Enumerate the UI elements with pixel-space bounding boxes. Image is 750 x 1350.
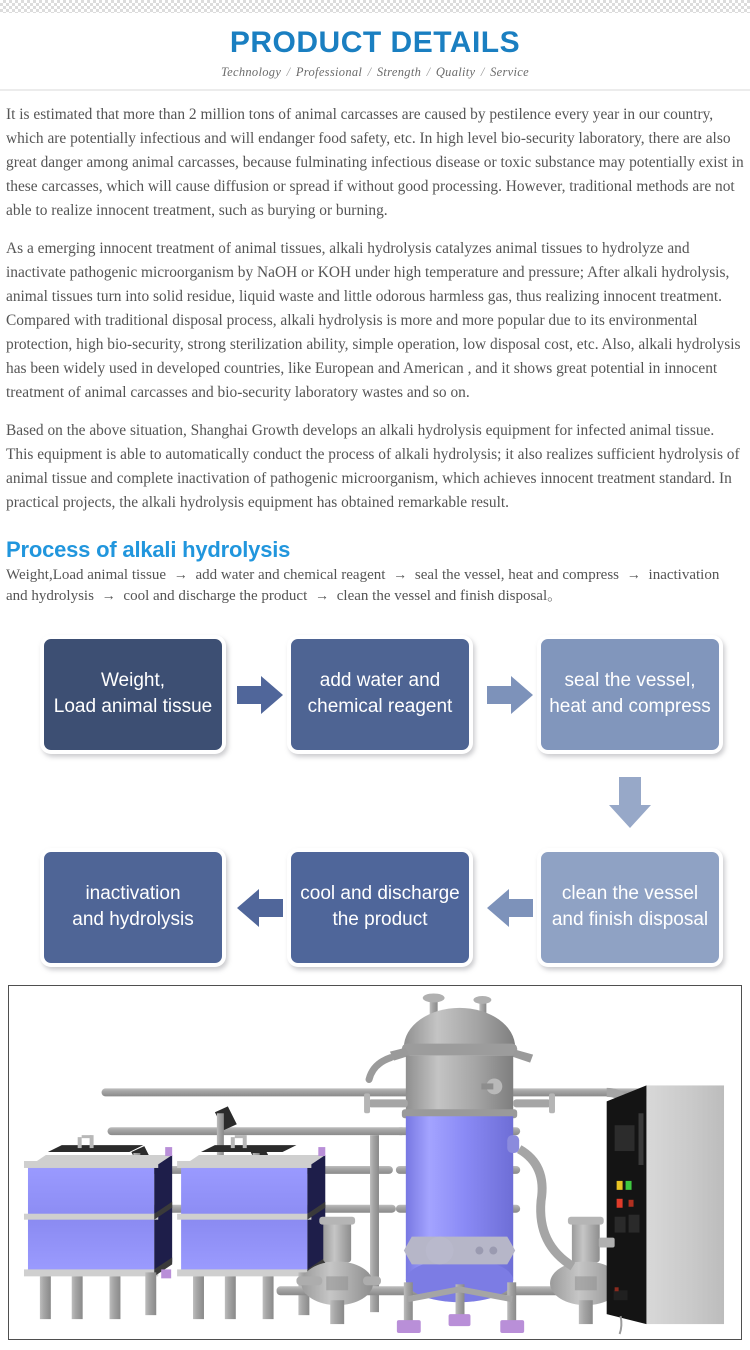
flow-arrow-left-2-icon	[487, 887, 533, 929]
page-header	[0, 13, 750, 91]
process-step-6: clean the vessel and finish disposal。	[336, 587, 563, 604]
subtitle-separator: /	[367, 64, 372, 79]
process-step-1: Weight,Load animal tissue	[6, 566, 167, 583]
led-red-icon	[617, 1198, 623, 1207]
subtitle-item-professional: Professional	[295, 64, 363, 79]
equipment-svg	[9, 986, 741, 1339]
flow-box-line2: and hydrolysis	[72, 909, 194, 931]
flow-box-inactivation	[40, 848, 226, 967]
process-step-5: cool and discharge the product	[123, 587, 308, 604]
subtitle-item-strength: Strength	[376, 64, 422, 79]
arrow-right-icon: →	[101, 588, 116, 604]
arrow-right-icon: →	[393, 567, 408, 583]
flow-box-line1: seal the vessel,	[564, 670, 696, 692]
subtitle-item-technology: Technology	[221, 64, 282, 79]
equipment-diagram-image	[8, 985, 742, 1340]
flow-box-clean-vessel	[537, 848, 723, 967]
main-reactor-vessel	[364, 993, 573, 1333]
flow-box-line1: inactivation	[85, 883, 181, 905]
led-red-dim-icon	[629, 1199, 634, 1206]
process-step-2: add water and chemical reagent	[195, 566, 386, 583]
flow-arrow-left-1-icon	[237, 887, 283, 929]
storage-tank-1	[24, 1135, 172, 1319]
flow-box-line1: add water and	[319, 670, 441, 692]
process-flowchart	[0, 619, 750, 977]
flow-arrow-right-2-icon	[487, 674, 533, 716]
paragraph-equipment: Based on the above situation, Shanghai Growth develops an alkali hydrolysis equipment for infected animal tissue. This equipment is able to automatically conduct the process of alkali hydrolysis; it also realizes sufficient hydrolysis of animal tissue and complete inactivation of pathogenic microorganism, which achieves innocent treatment standard. In practical projects, the alkali hydrolysis equipment has obtained remarkable result.	[6, 421, 740, 511]
flow-arrow-right-1-icon	[237, 674, 283, 716]
process-step-4: inactivation and hydrolysis	[6, 566, 720, 604]
process-step-3: seal the vessel, heat and compress	[414, 566, 620, 583]
flow-box-weight-load	[40, 635, 226, 754]
subtitle-separator: /	[426, 64, 431, 79]
flow-arrow-down-icon	[608, 777, 652, 829]
top-hatch-decoration	[0, 0, 750, 13]
subtitle-item-quality: Quality	[435, 64, 476, 79]
flow-box-line1: clean the vessel	[561, 883, 699, 905]
flow-box-line2: the product	[332, 909, 428, 931]
subtitle-separator: /	[286, 64, 291, 79]
flow-box-line2: and finish disposal	[551, 909, 709, 931]
arrow-right-icon: →	[173, 567, 188, 583]
paragraph-alkali-hydrolysis: As a emerging innocent treatment of animal tissues, alkali hydrolysis catalyzes animal tissues to hydrolyze and inactivate pathogenic microorganism by NaOH or KOH under high temperature and pressure; After alkali hydrolysis, animal tissues turn into solid residue, liquid waste and little odorous harmless gas, thus realizing innocent treatment. Compared with traditional disposal process, alkali hydrolysis is more and more popular due to its environmental protection, high bio-security, strong sterilization ability, simple operation, low disposal cost, etc. Also, alkali hydrolysis has been widely used in developed countries, like European and American , and it shows great potential in innocent treatment of animal carcasses and bio-security laboratory wastes and so on.	[6, 239, 741, 401]
arrow-right-icon: →	[315, 588, 330, 604]
led-green-icon	[626, 1180, 632, 1189]
page-title: PRODUCT DETAILS	[229, 26, 521, 59]
flow-box-add-water	[287, 635, 473, 754]
control-cabinet	[599, 1085, 724, 1334]
subtitle-item-service: Service	[490, 64, 529, 79]
subtitle-separator: /	[480, 64, 485, 79]
page-subtitle	[0, 65, 750, 80]
led-yellow-icon	[617, 1180, 623, 1189]
process-steps-text	[6, 565, 744, 607]
flow-box-line2: Load animal tissue	[53, 696, 213, 718]
flow-box-cool-discharge	[287, 848, 473, 967]
article-content	[0, 103, 750, 607]
paragraph-intro: It is estimated that more than 2 million tons of animal carcasses are caused by pestilence every year in our country, which are potentially infectious and will endanger food safety, etc. In high level bio-security laboratory, there are also great danger among animal carcasses, because fulminating infectious disease or toxic substance may potentially exist in these carcasses, which will cause diffusion or spread if without good processing. However, traditional methods are not able to realize innocent treatment, such as burying or burning.	[6, 105, 744, 219]
flow-box-line1: Weight,	[100, 670, 166, 692]
arrow-right-icon: →	[626, 567, 641, 583]
flow-box-seal-vessel	[537, 635, 723, 754]
flow-box-line2: heat and compress	[549, 696, 711, 718]
flow-box-line1: cool and discharge	[300, 883, 460, 905]
section-heading-process: Process of alkali hydrolysis	[6, 536, 291, 562]
flow-box-line2: chemical reagent	[307, 696, 453, 718]
